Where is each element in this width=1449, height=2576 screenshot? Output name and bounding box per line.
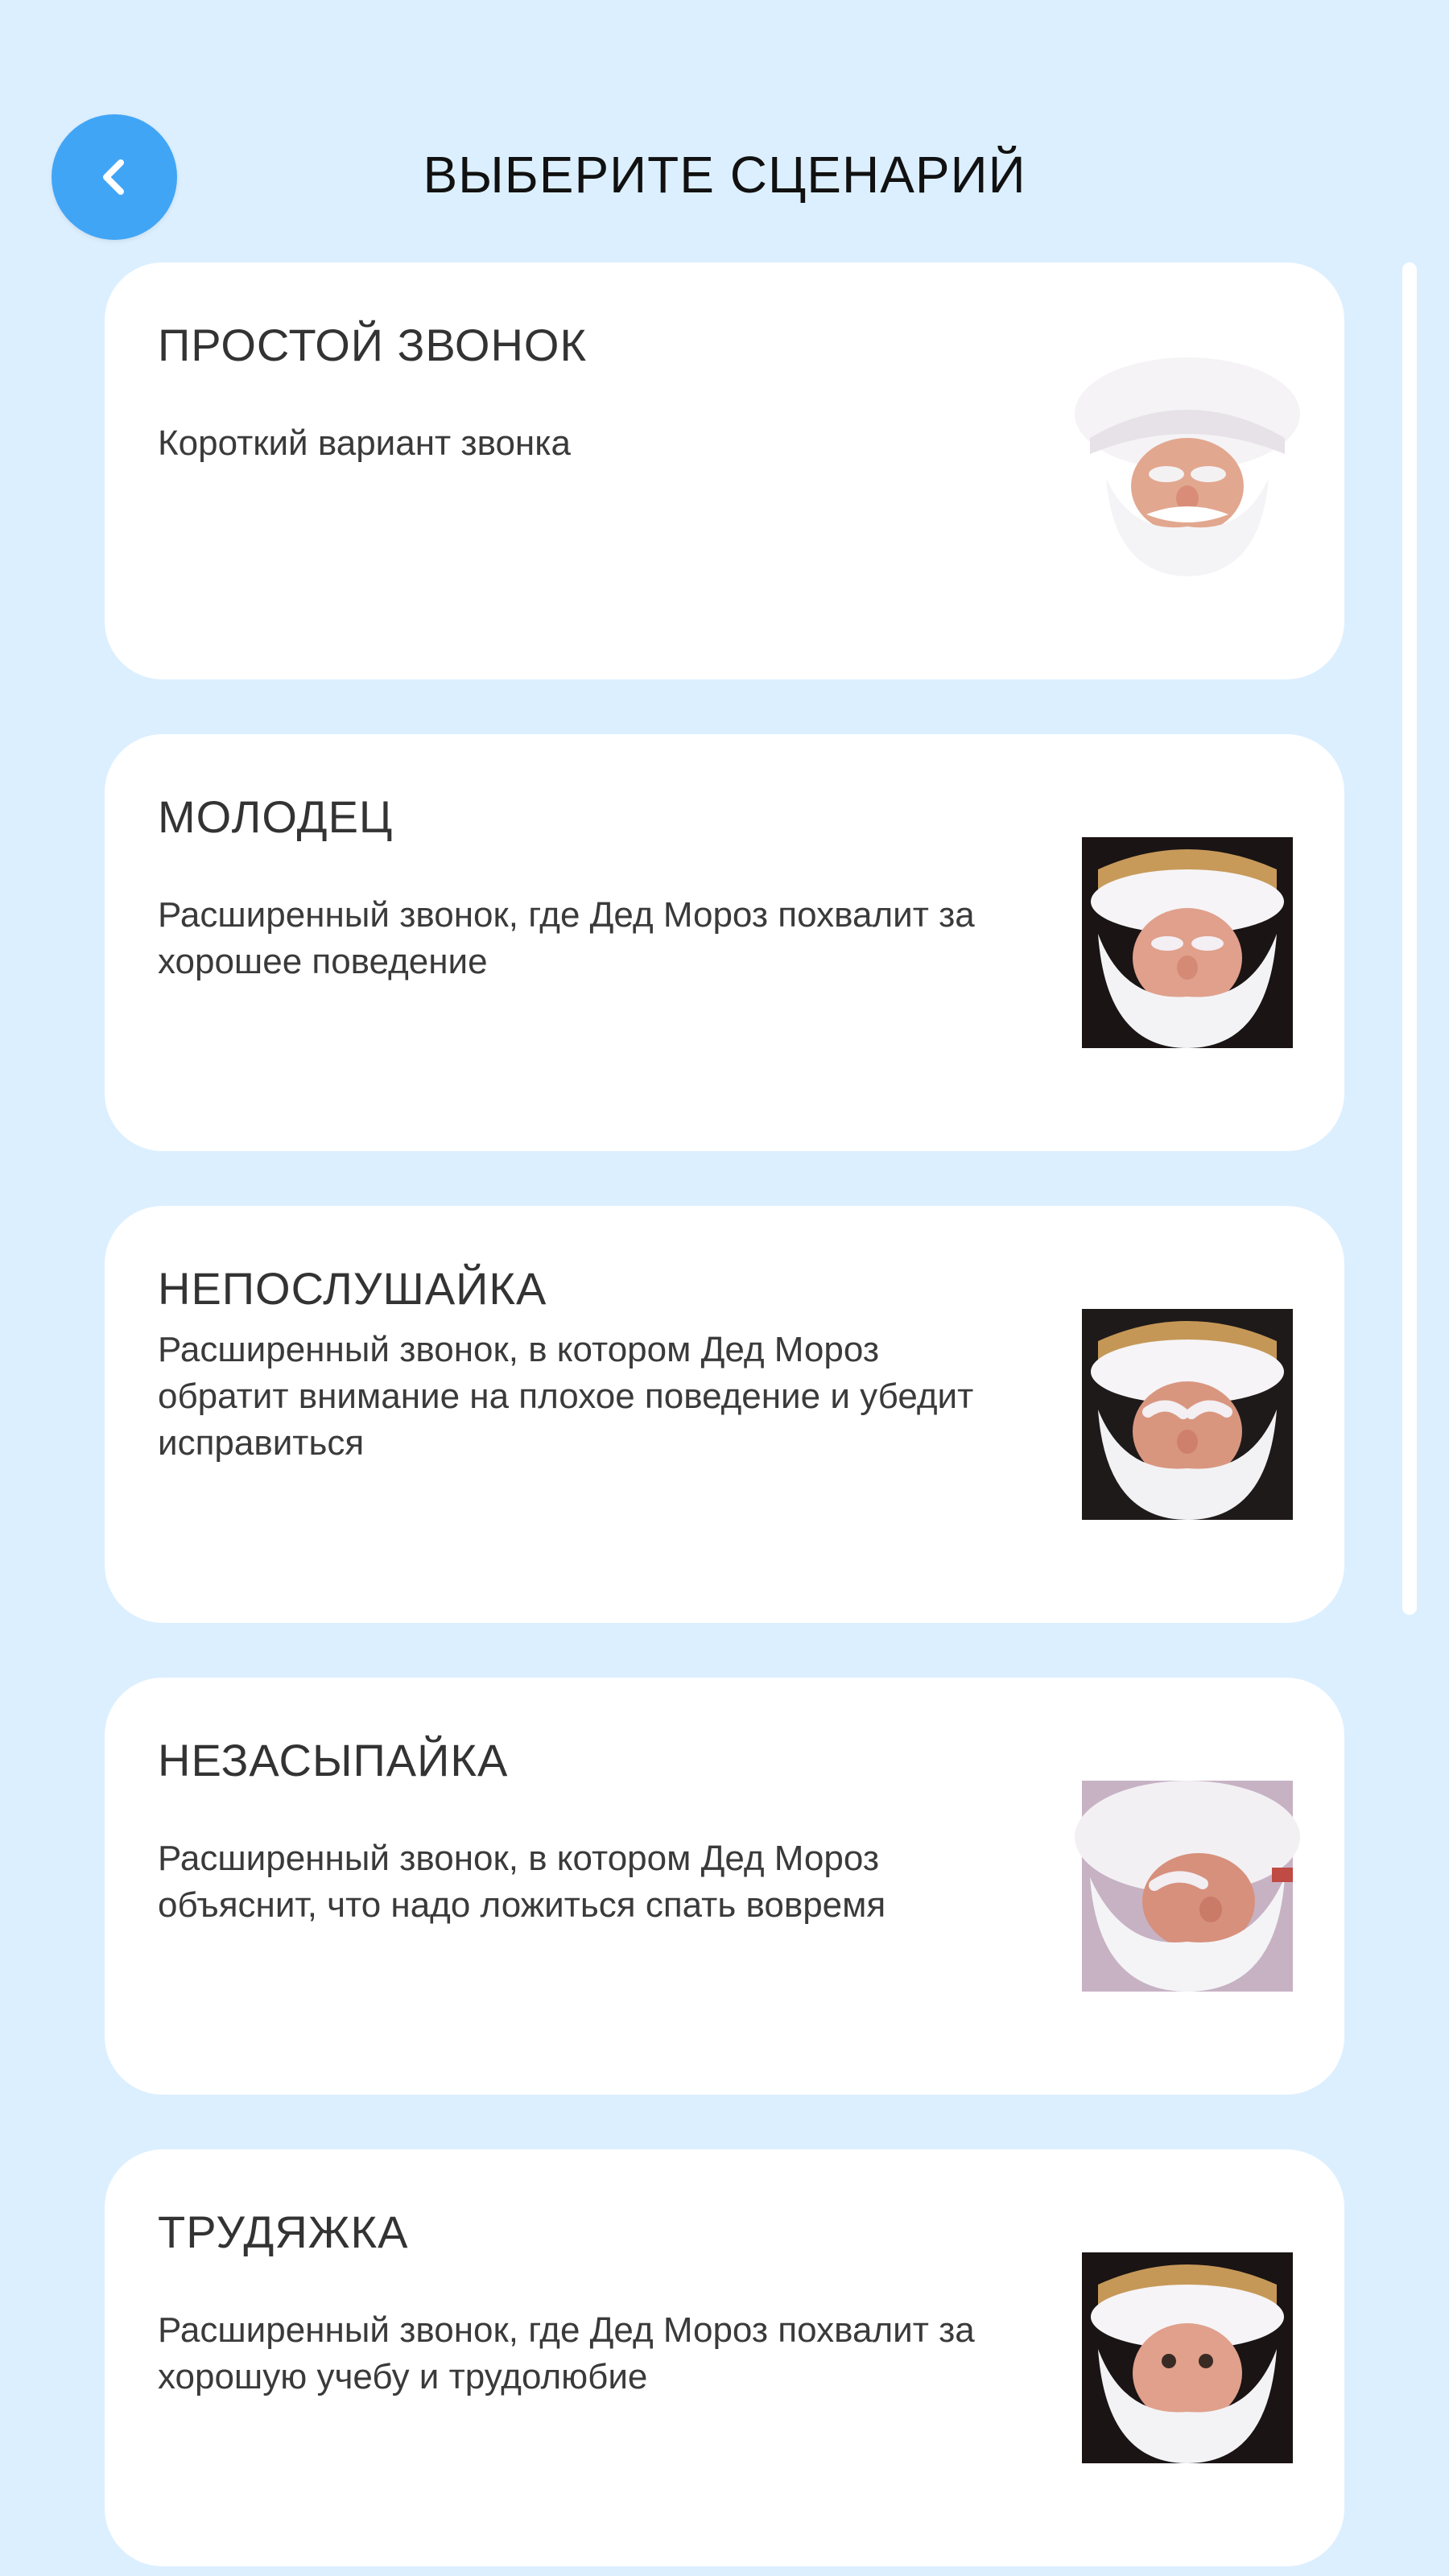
header bbox=[0, 0, 1449, 242]
santa-avatar bbox=[1082, 1309, 1293, 1520]
santa-avatar bbox=[1082, 1781, 1293, 1992]
page-title: ВЫБЕРИТЕ СЦЕНАРИЙ bbox=[423, 146, 1026, 204]
scenario-description: Короткий вариант звонка bbox=[158, 423, 571, 463]
scenario-title: НЕПОСЛУШАЙКА bbox=[158, 1263, 547, 1314]
scenario-list[interactable] bbox=[0, 262, 1449, 2396]
scenario-description: Расширенный звонок, где Дед Мороз похвалит за хорошую учебу и трудолюбие bbox=[158, 2310, 975, 2396]
scrollbar[interactable] bbox=[1402, 262, 1417, 1615]
scenario-card-good-job[interactable] bbox=[105, 734, 1344, 1151]
santa-avatar bbox=[1082, 2252, 1293, 2463]
santa-avatar bbox=[1082, 837, 1293, 1048]
scenario-description: Расширенный звонок, в котором Дед Мороз объяснит, что надо ложиться спать вовремя bbox=[158, 1839, 886, 1925]
santa-avatar bbox=[1082, 365, 1293, 576]
scenario-card-sleepless[interactable] bbox=[105, 1678, 1344, 2095]
scenario-card-hardworker[interactable] bbox=[105, 2149, 1344, 2566]
scenario-description: Расширенный звонок, в котором Дед Мороз обратит внимание на плохое поведение и убедит исправиться bbox=[158, 1330, 974, 1463]
scenario-title: МОЛОДЕЦ bbox=[158, 791, 394, 842]
scenario-card-simple-call[interactable] bbox=[105, 262, 1344, 679]
scenario-title: ПРОСТОЙ ЗВОНОК bbox=[158, 320, 588, 370]
scenario-card-naughty[interactable] bbox=[105, 1206, 1344, 1623]
scenario-title: ТРУДЯЖКА bbox=[158, 2207, 409, 2257]
scenario-title: НЕЗАСЫПАЙКА bbox=[158, 1735, 509, 1785]
scenario-description: Расширенный звонок, где Дед Мороз похвалит за хорошее поведение bbox=[158, 895, 975, 981]
